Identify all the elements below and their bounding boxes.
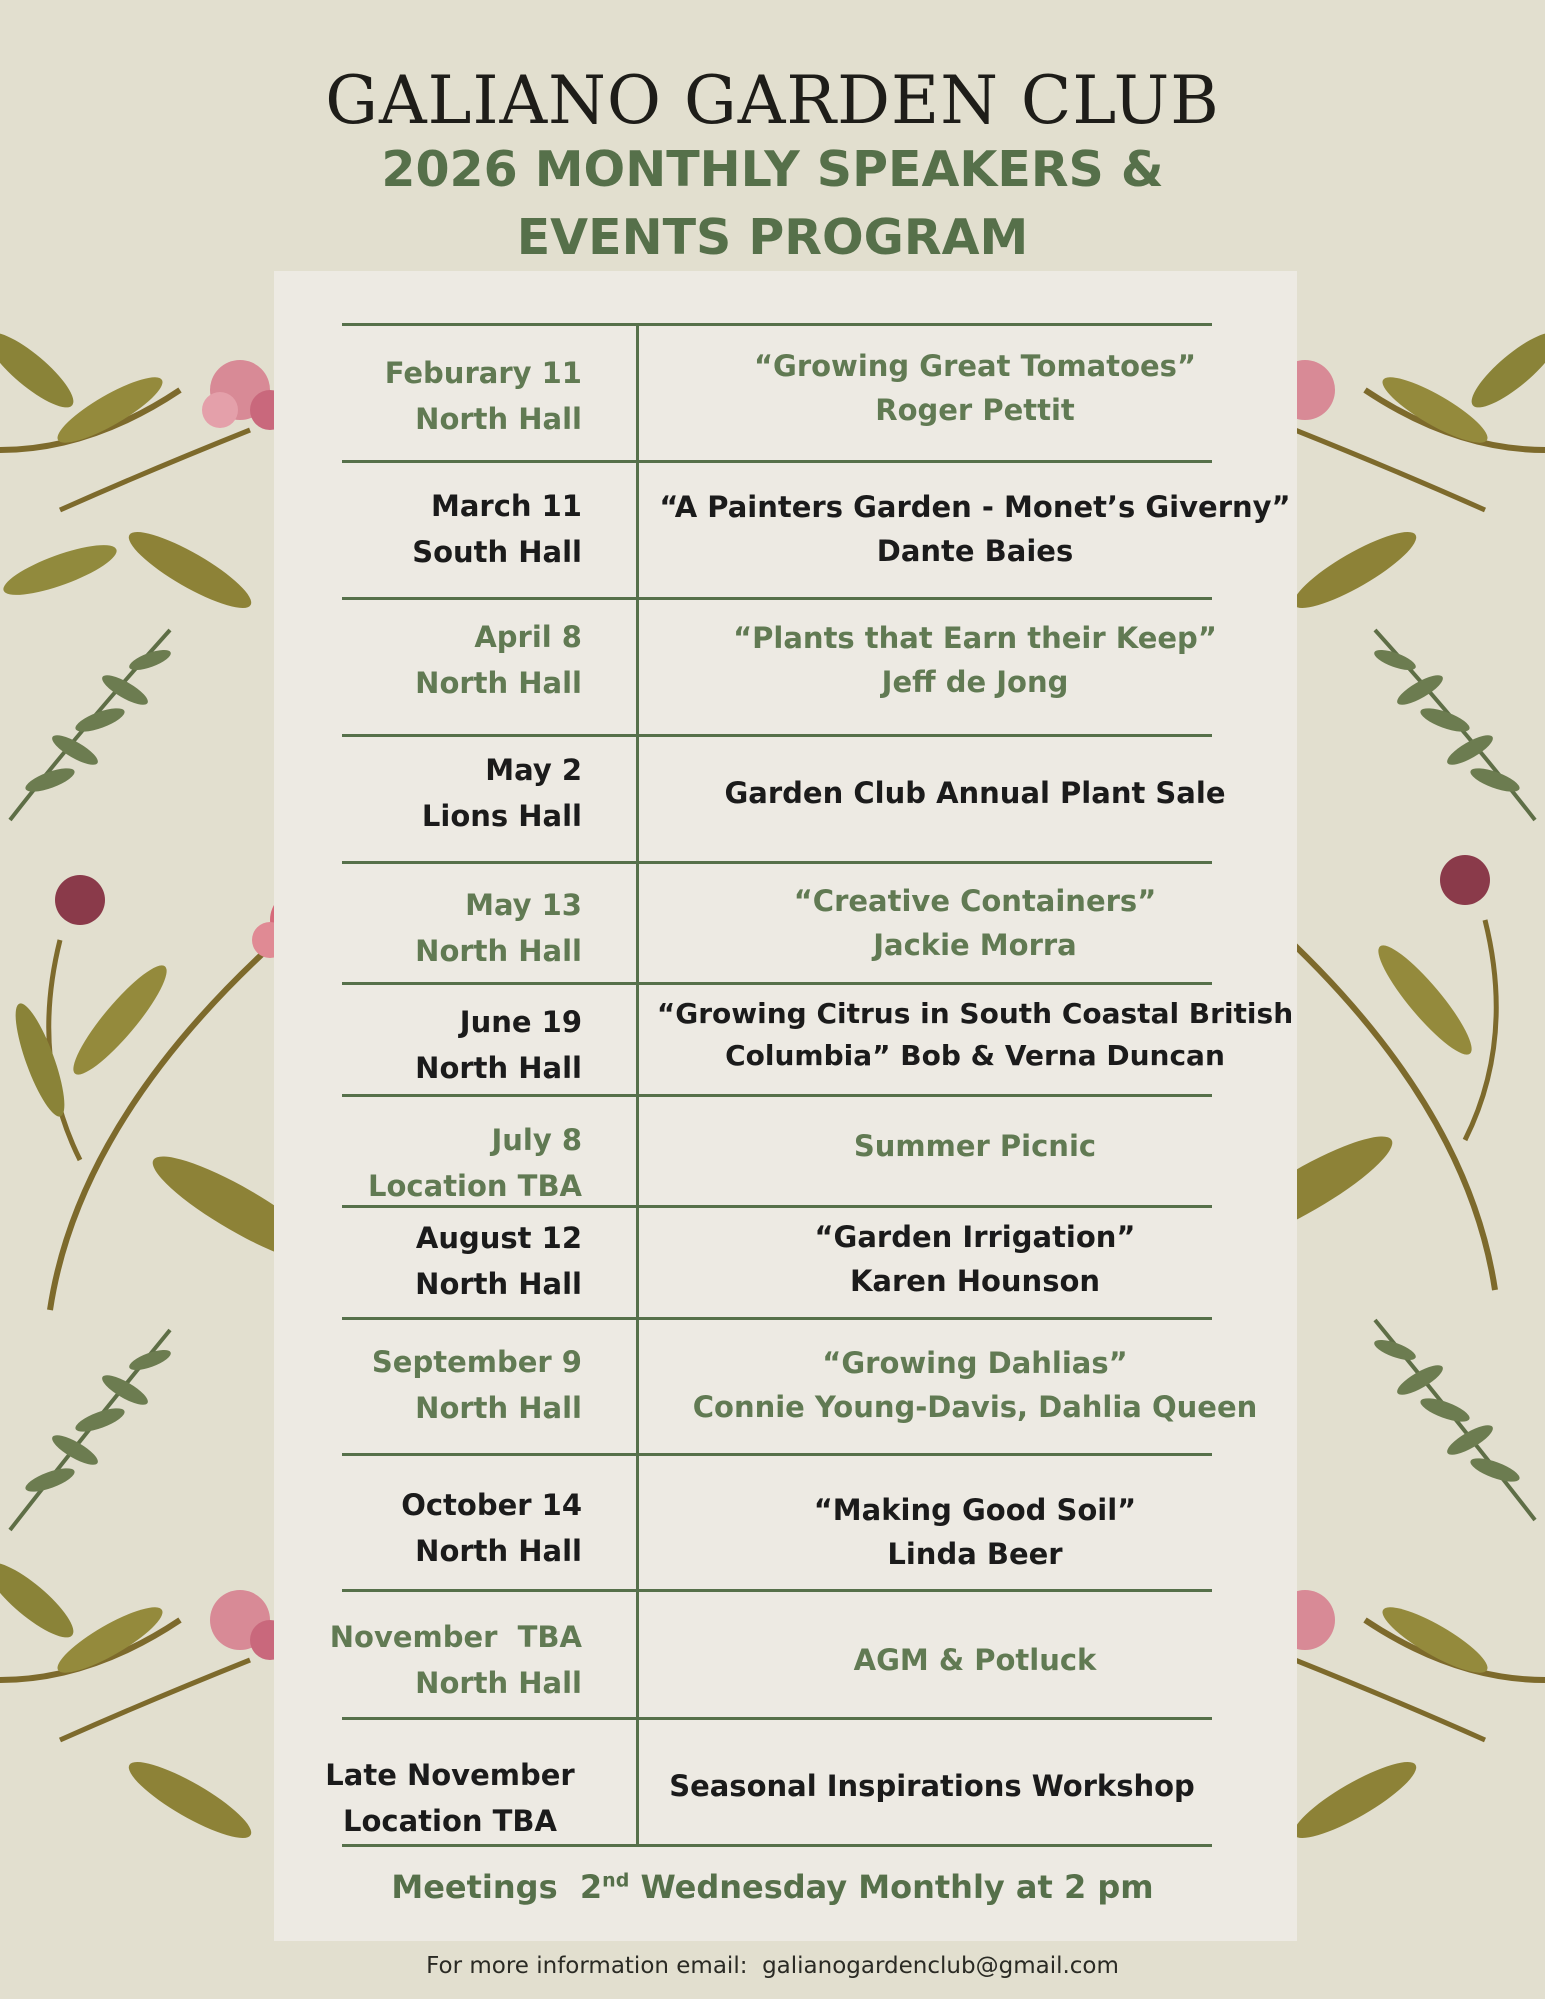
row-rule — [342, 734, 1212, 737]
event-detail-cell — [655, 1213, 1295, 1305]
event-title: “Growing Dahlias” — [822, 1346, 1128, 1380]
event-venue: North Hall — [415, 1051, 582, 1085]
event-title: “Growing Great Tomatoes” — [753, 349, 1197, 383]
row-rule — [342, 460, 1212, 463]
event-date-cell — [300, 1339, 582, 1431]
row-rule — [342, 323, 1212, 326]
event-venue: South Hall — [412, 535, 582, 569]
event-date: March 11 — [430, 489, 582, 523]
event-date: September 9 — [371, 1345, 582, 1379]
event-date: Feburary 11 — [384, 356, 582, 390]
program-subtitle — [0, 136, 1545, 272]
event-date: May 2 — [485, 753, 582, 787]
fern-left-illustration — [0, 620, 180, 830]
event-detail-cell — [652, 1740, 1212, 1832]
event-date-cell — [300, 614, 582, 706]
meeting-schedule-note — [0, 1868, 1545, 1906]
event-date-cell — [300, 999, 582, 1091]
contact-email-line[interactable]: For more information email: galianogardenclub@gmail.com — [426, 1953, 1119, 1979]
event-title: “Plants that Earn their Keep” — [733, 621, 1217, 655]
event-venue: North Hall — [415, 1267, 582, 1301]
meetings-prefix: Meetings 2 — [391, 1868, 603, 1906]
event-venue: North Hall — [415, 1391, 582, 1425]
event-title: “Making Good Soil” — [813, 1493, 1137, 1527]
event-detail-cell — [655, 483, 1295, 575]
event-detail-cell — [655, 614, 1295, 706]
event-venue: Location TBA — [343, 1804, 557, 1838]
event-date: August 12 — [415, 1221, 582, 1255]
fern-lower-right-illustration — [1365, 1310, 1545, 1530]
event-date: May 13 — [465, 888, 582, 922]
event-detail-cell — [655, 1100, 1295, 1192]
event-venue: North Hall — [415, 1666, 582, 1700]
event-speaker: Roger Pettit — [875, 393, 1075, 427]
event-date: June 19 — [459, 1005, 582, 1039]
subtitle-line-1: 2026 MONTHLY SPEAKERS & — [381, 141, 1164, 198]
meetings-suffix: Wednesday Monthly at 2 pm — [629, 1868, 1154, 1906]
event-detail-cell — [655, 989, 1295, 1081]
row-rule — [342, 1844, 1212, 1847]
column-divider — [636, 325, 639, 1845]
fern-right-illustration — [1365, 620, 1545, 830]
event-date: July 8 — [491, 1123, 582, 1157]
event-date-cell — [300, 483, 582, 575]
row-rule — [342, 982, 1212, 985]
event-speaker: Jeff de Jong — [881, 665, 1069, 699]
event-title: “Garden Irrigation” — [814, 1220, 1136, 1254]
event-detail-cell — [655, 1339, 1295, 1431]
event-date-cell — [300, 1482, 582, 1574]
event-title: “A Painters Garden - Monet’s Giverny” — [659, 490, 1291, 524]
event-venue: North Hall — [415, 934, 582, 968]
event-date: April 8 — [474, 620, 582, 654]
event-date: November TBA — [329, 1620, 582, 1654]
event-venue: Lions Hall — [421, 799, 582, 833]
event-venue: Location TBA — [368, 1169, 582, 1203]
row-rule — [342, 597, 1212, 600]
meetings-ordinal: nd — [602, 1869, 630, 1892]
subtitle-line-2: EVENTS PROGRAM — [516, 209, 1029, 266]
club-title: GALIANO GARDEN CLUB — [325, 62, 1220, 139]
event-detail-cell — [655, 747, 1295, 839]
event-title: Summer Picnic — [853, 1129, 1097, 1163]
row-rule — [342, 1589, 1212, 1592]
event-speaker: Linda Beer — [887, 1537, 1063, 1571]
event-venue: North Hall — [415, 666, 582, 700]
row-rule — [342, 1317, 1212, 1320]
event-speaker: Connie Young-Davis, Dahlia Queen — [692, 1390, 1258, 1424]
event-date: Late November — [325, 1758, 575, 1792]
event-speaker: Jackie Morra — [873, 928, 1077, 962]
event-detail-cell — [655, 877, 1295, 969]
event-date-cell — [300, 350, 582, 442]
event-detail-cell — [655, 1614, 1295, 1706]
event-date-cell — [300, 1752, 600, 1844]
event-title: AGM & Potluck — [853, 1643, 1097, 1677]
event-date-cell — [300, 1117, 582, 1209]
event-speaker: Columbia” Bob & Verna Duncan — [725, 1039, 1225, 1072]
event-detail-cell — [655, 342, 1295, 434]
fern-lower-left-illustration — [0, 1320, 180, 1540]
event-date: October 14 — [401, 1488, 582, 1522]
event-detail-cell — [655, 1486, 1295, 1578]
event-title: Garden Club Annual Plant Sale — [724, 776, 1226, 810]
event-date-cell — [300, 882, 582, 974]
event-title: “Creative Containers” — [793, 884, 1157, 918]
event-title: Seasonal Inspirations Workshop — [669, 1769, 1195, 1803]
row-rule — [342, 861, 1212, 864]
row-rule — [342, 1717, 1212, 1720]
row-rule — [342, 1453, 1212, 1456]
event-speaker: Dante Baies — [876, 534, 1074, 568]
event-speaker: Karen Hounson — [849, 1264, 1101, 1298]
event-venue: North Hall — [415, 1534, 582, 1568]
event-date-cell — [300, 1215, 582, 1307]
event-date-cell — [300, 1614, 582, 1706]
event-title: “Growing Citrus in South Coastal British — [656, 997, 1294, 1030]
event-date-cell — [300, 747, 582, 839]
event-venue: North Hall — [415, 402, 582, 436]
row-rule — [342, 1094, 1212, 1097]
